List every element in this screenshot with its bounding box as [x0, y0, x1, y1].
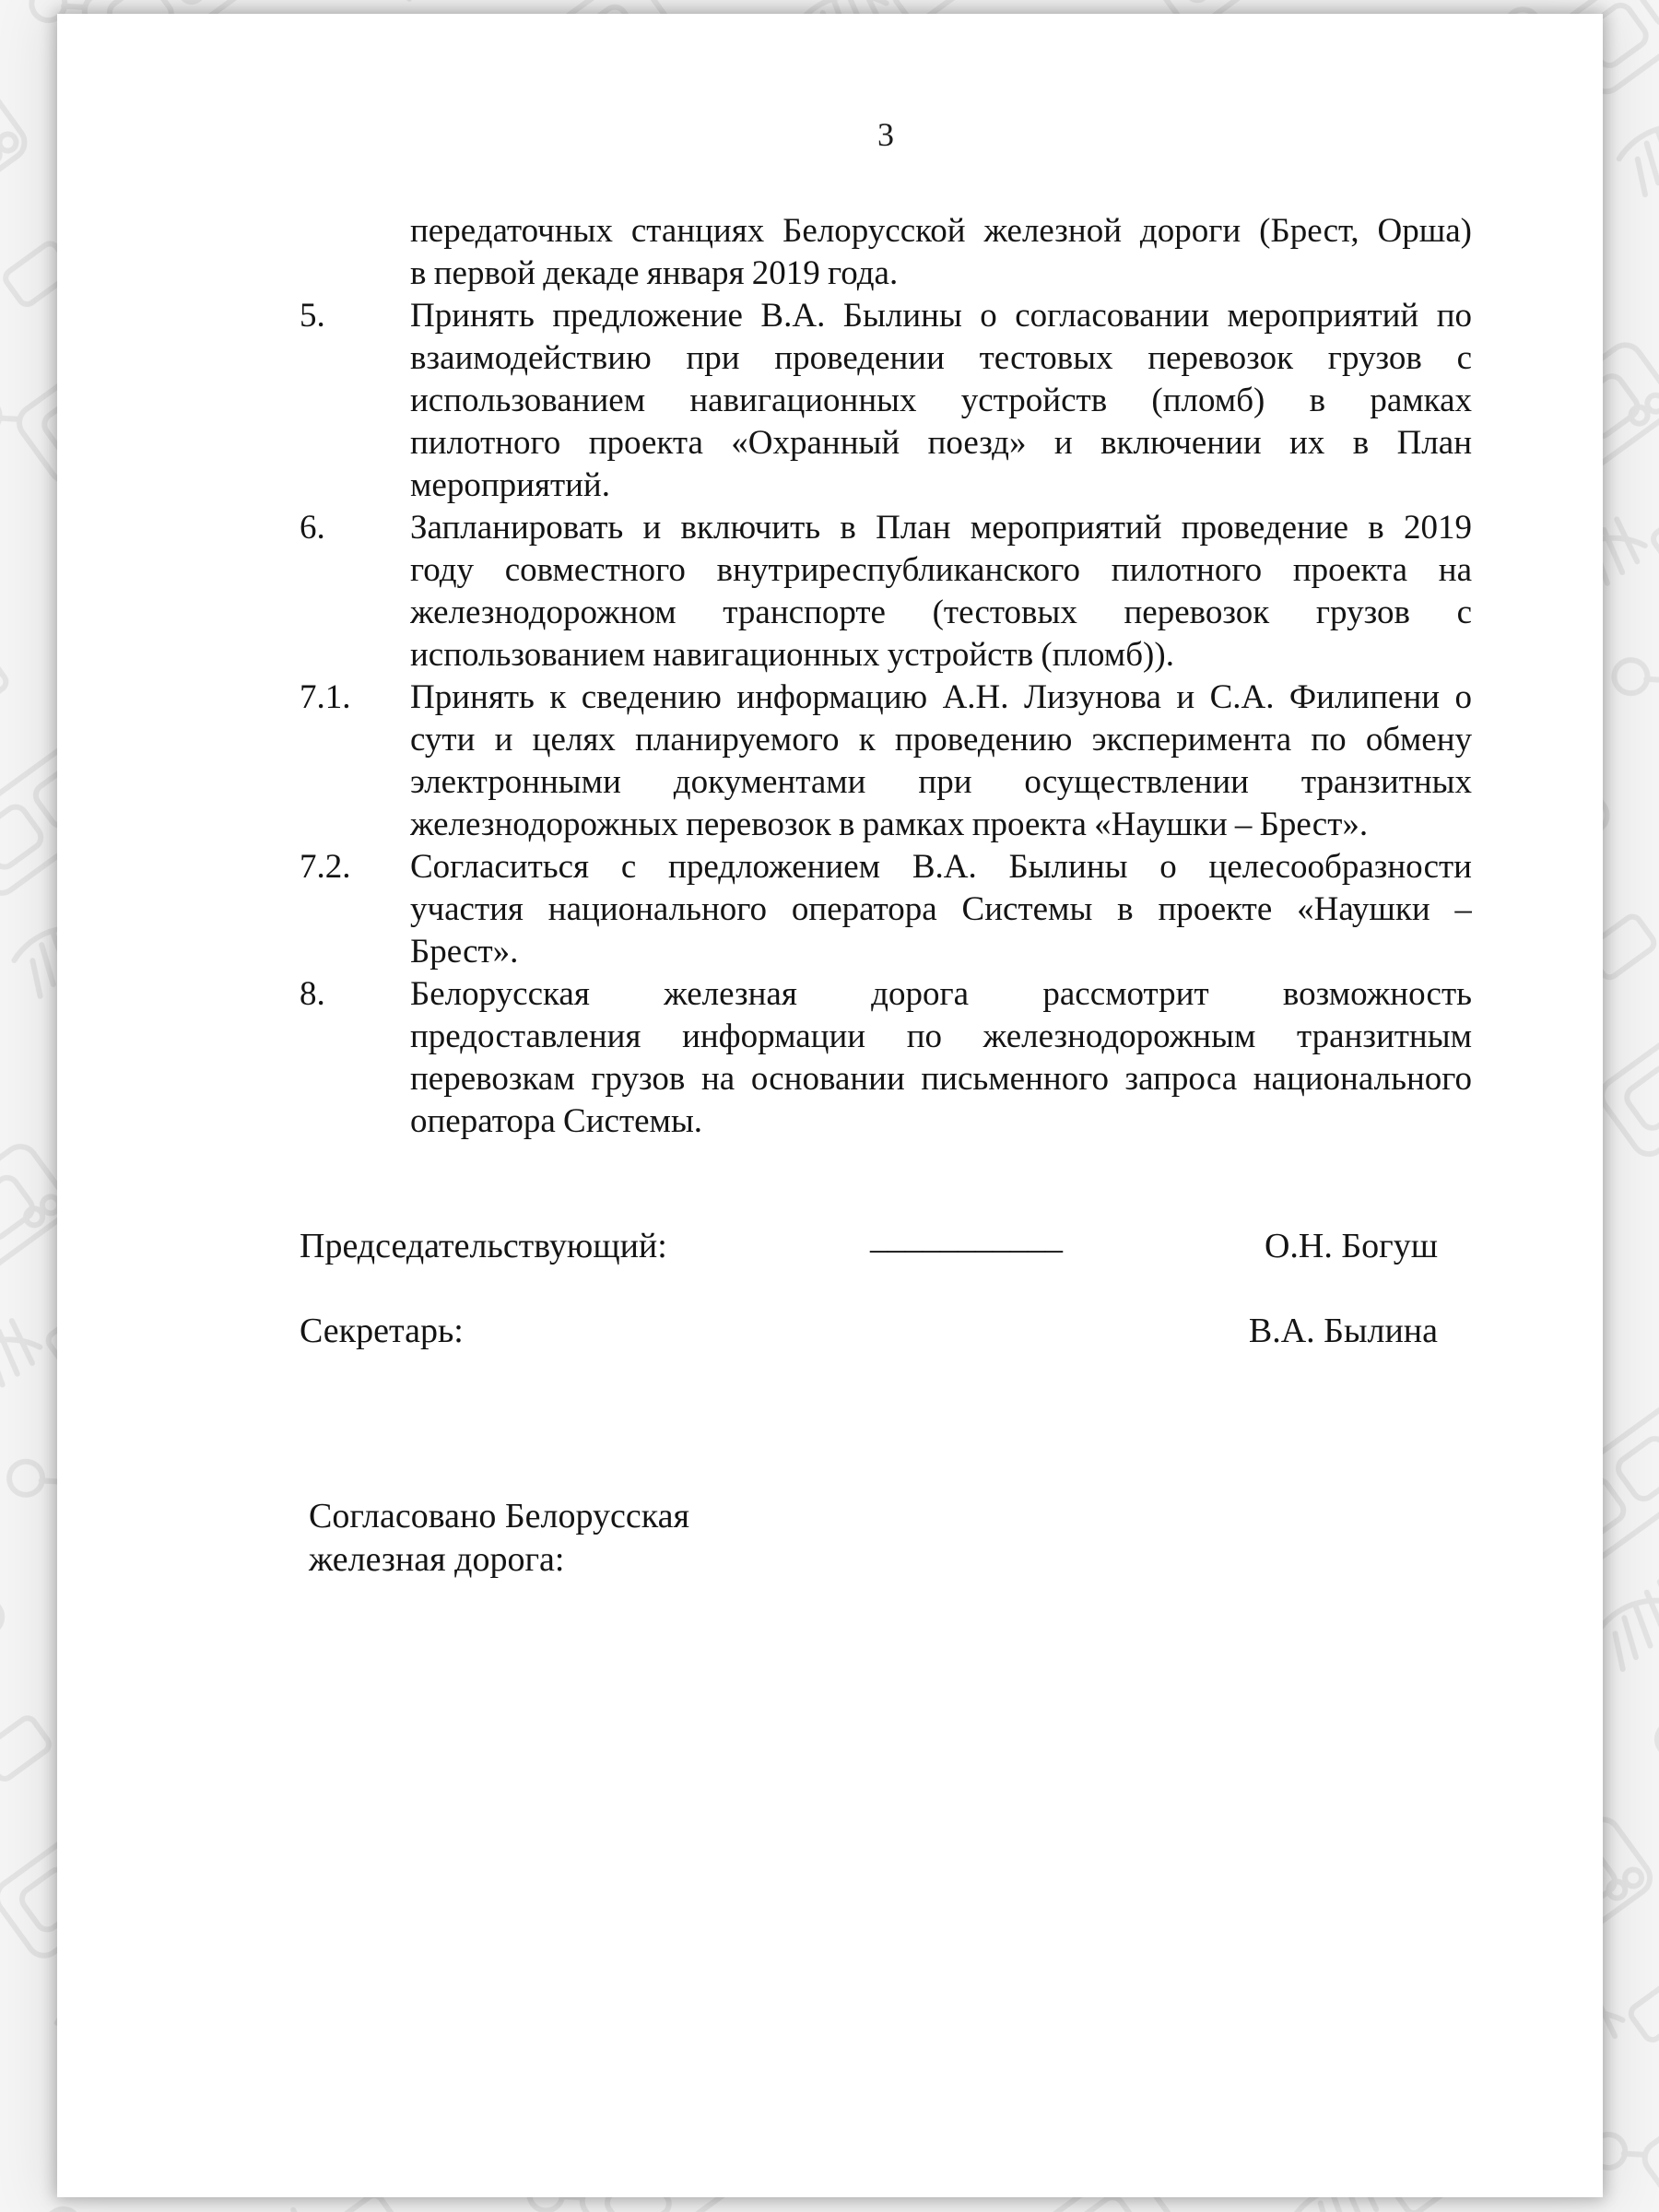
- signature-row-chair: [300, 1218, 1472, 1272]
- document-page: [57, 14, 1603, 2197]
- paragraph-line: Брест».: [410, 933, 519, 971]
- paragraph-line: железнодорожном транспорте (тестовых перевозок грузов с: [410, 594, 1472, 631]
- paragraph-line: году совместного внутриреспубликанского пилотного проекта на: [410, 551, 1472, 589]
- paragraph-line: Запланировать и включить в План мероприятий проведение в 2019: [410, 509, 1472, 547]
- paragraph-line: использованием навигационных устройств (пломб) в рамках: [410, 382, 1472, 419]
- paragraph-number: 5.: [300, 297, 325, 335]
- paragraph: [300, 210, 1472, 295]
- signature-label-chair: Председательствующий:: [300, 1227, 667, 1265]
- paragraph: [300, 677, 1472, 846]
- paragraph-line: Принять предложение В.А. Былины о согласовании мероприятий по: [410, 297, 1472, 335]
- signature-name-secretary: В.А. Былина: [1248, 1312, 1438, 1350]
- paragraph-line: предоставления информации по железнодорожным транзитным: [410, 1018, 1472, 1055]
- signature-line: ___________: [870, 1218, 1063, 1256]
- document-body: [300, 210, 1472, 1143]
- paragraph-line: пилотного проекта «Охранный поезд» и включении их в План: [410, 424, 1472, 462]
- paragraph-line: железнодорожных перевозок в рамках проекта «Наушки – Брест».: [410, 806, 1369, 843]
- paragraph: [300, 507, 1472, 677]
- paragraph-line: перевозкам грузов на основании письменного запроса национального: [410, 1060, 1472, 1098]
- paragraph-number: 8.: [300, 975, 325, 1013]
- paragraph: [300, 295, 1472, 507]
- paragraph-line: использованием навигационных устройств (пломб)).: [410, 636, 1174, 674]
- signature-row-secretary: [300, 1311, 1472, 1357]
- signature-label-secretary: Секретарь:: [300, 1312, 464, 1350]
- paragraph-line: оператора Системы.: [410, 1102, 703, 1140]
- paragraph-line: Белорусская железная дорога рассмотрит возможность: [410, 975, 1472, 1013]
- approval-note-line: железная дорога:: [309, 1540, 565, 1579]
- paragraph-line: в первой декаде января 2019 года.: [410, 254, 899, 292]
- paragraph-line: электронными документами при осуществлении транзитных: [410, 763, 1472, 801]
- paragraph-line: участия национального оператора Системы в проекте «Наушки –: [410, 890, 1472, 928]
- approval-note-line: Согласовано Белорусская: [309, 1497, 689, 1535]
- page-number: 3: [877, 116, 894, 153]
- paragraph-number: 6.: [300, 509, 325, 547]
- paragraph-line: взаимодействию при проведении тестовых перевозок грузов с: [410, 339, 1472, 377]
- paragraph-line: передаточных станциях Белорусской железной дороги (Брест, Орша): [410, 212, 1472, 250]
- approval-note: [309, 1495, 689, 1582]
- paragraph: [300, 846, 1472, 973]
- paragraph-number: 7.2.: [300, 848, 351, 886]
- paragraph-line: Принять к сведению информацию А.Н. Лизунова и С.А. Филипени о: [410, 678, 1472, 716]
- paragraph-line: сути и целях планируемого к проведению эксперимента по обмену: [410, 721, 1472, 759]
- paragraph-line: мероприятий.: [410, 466, 610, 504]
- paragraph-line: Согласиться с предложением В.А. Былины о целесообразности: [410, 848, 1472, 886]
- signature-name-chair: О.Н. Богуш: [1264, 1227, 1438, 1265]
- paragraph-number: 7.1.: [300, 678, 351, 716]
- paragraph: [300, 973, 1472, 1143]
